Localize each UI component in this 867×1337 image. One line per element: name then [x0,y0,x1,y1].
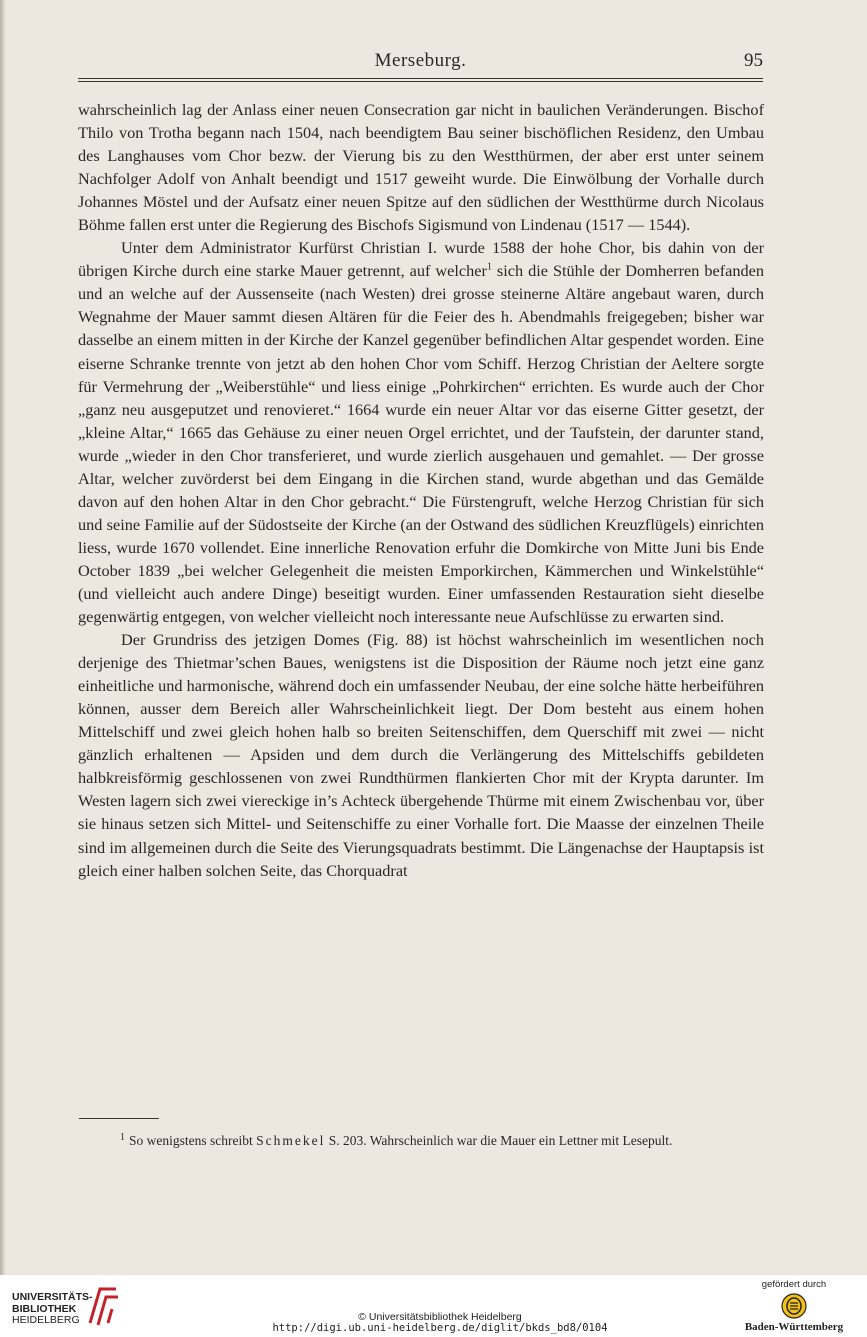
footnote-number: 1 [120,1131,125,1143]
digitization-footer [0,1275,867,1337]
header-rule [78,78,763,82]
running-header [78,50,763,78]
library-logo-icon [86,1283,122,1329]
source-url[interactable]: http://digi.ub.uni-heidelberg.de/diglit/bkds_bd8/0104 [272,1322,608,1334]
footnote [80,1131,763,1151]
credit-block [240,1312,640,1334]
page-number: 95 [744,50,763,71]
running-title: Merseburg. [374,50,467,71]
paragraph-3: Der Grundriss des jetzigen Domes (Fig. 88) ist höchst wahrscheinlich im wesentlichen noch derjenige des Thietmar’schen Baues, wenigstens ist die Disposition der Räume noch jetzt eine ganz einheitliche und harmonische, während doch ein umfassender Neubau, der eine solche hätte herbeiführen können, ausser dem Bereich aller Wahrscheinlichkeit liegt. Der Dom besteht aus einem hohen Mittelschiff und zwei gleich hohen halb so breiten Seitenschiffen, dem Querschiff mit zwei — nicht gänzlich erhaltenen — Apsiden und dem durch die Verlängerung des Mittelschiffs gebildeten halbkreisförmig geschlossenen von zwei Rundthürmen flankierten Chor mit der Krypta darunter. Im Westen lagern sich zwei viereckige in’s Achteck übergehende Thürme mit einem Zwischenbau vor, über sie hinaus setzen sich Mittel- und Seitenschiffe zu einer Vorhalle fort. Die Maasse der einzelnen Theile sind im allgemeinen durch die Seite des Vierungsquadrats bestimmt. Die Längenachse der Hauptapsis ist gleich einer halben solchen Seite, das Chorquadrat [78,630,764,880]
funded-by-label: gefördert durch [761,1279,827,1290]
body-text [78,98,764,882]
copyright-text: © Universitätsbibliothek Heidelberg [358,1311,522,1323]
footnote-text-after: S. 203. Wahrscheinlich war die Mauer ein Lettner mit Lesepult. [328,1133,673,1148]
footnote-author: Schmekel [256,1133,326,1148]
funder-name: Baden-Württemberg [744,1321,844,1333]
paragraph-2-lead: Unter dem Administrator Kurfürst Christian I. wurde 1588 der hohe Chor, bis dahin von der übrigen Kirche durch eine starke Mauer getrennt, auf welcher [78,238,764,281]
footnote-rule [79,1118,159,1119]
paragraph-2-rest: sich die Stühle der Domherren befanden und an welche auf der Aussenseite (nach Westen) drei grosse steinerne Altäre angebaut waren, durch Wegnahme der Mauer sammt diesen Altären für die Feier des h. Abendmahls freigegeben; bisher war dasselbe an einem mitten in der Kirche der Kanzel gegenüber befindlichen Altar gespendet worden. Eine eiserne Schranke trennte von jetzt ab den hohen Chor vom Schiff. Herzog Christian der Aeltere sorgte für Vermehrung der „Weiberstühle“ und liess einige „Pohrkirchen“ errichten. Es wurde auch der Chor „ganz neu ausgeputzet und renovieret.“ 1664 wurde ein neuer Altar vor das eiserne Gitter gesetzt, der „kleine Altar,“ 1665 das Gehäuse zu einer neuen Orgel errichtet, und der Taufstein, der darunter stand, wurde „wieder in den Chor transferieret, und wurde zierlich ausgehauen und gemahlet. — Der grosse Altar, welcher zuvörderst bei dem Eingang in die Kirchen stand, wurde abgethan und das Gemälde davon auf den hohen Altar in den Chor gebracht.“ Die Fürstengruft, welche Herzog Christian für sich und seine Familie auf der Südostseite der Kirche (an der Ostwand des südlichen Kreuzflügels) einrichten liess, wurde 1670 vollendet. Eine innerliche Renovation erfuhr die Domkirche von Mitte Juni bis Ende October 1839 „bei welcher Gelegenheit die meisten Emporkirchen, Kämmerchen und Winkelstühle“ (und vielleicht auch andere Dinge) beseitigt wurden. Einer umfassenden Restauration sieht dieselbe gegenwärtig entgegen, von welcher vielleicht noch interessante neue Aufschlüsse zu erwarten sind. [78,261,765,627]
library-name-line-1: UNIVERSITÄTS- [12,1291,93,1303]
funding-block [739,1279,849,1333]
paragraph-1: wahrscheinlich lag der Anlass einer neuen Consecration gar nicht in baulichen Veränderungen. Bischof Thilo von Trotha begann nach 1504, nach beendigtem Bau seiner bischöflichen Residenz, den Umbau des Langhauses vom Chor bezw. der Vierung bis zu den Westthürmen, der aber erst unter seinem Nachfolger Adolf von Anhalt beendigt und 1517 geweiht wurde. Die Einwölbung der Vorhalle durch Johannes Möstel und der Aufsatz einer neuen Spitze auf den südlichen der Westthürme durch Nicolaus Böhme fallen erst unter die Regierung des Bischofs Sigismund von Lindenau (1517 — 1544). [78,100,764,235]
paragraph-2 [78,236,764,628]
footnote-text-before: So wenigstens schreibt [129,1133,253,1148]
library-name-line-2: BIBLIOTHEK [12,1302,77,1315]
footnote-reference: 1 [486,261,492,273]
library-logo-text [12,1292,93,1327]
state-seal-icon [781,1293,807,1319]
library-name-line-3: HEIDELBERG [12,1314,80,1326]
